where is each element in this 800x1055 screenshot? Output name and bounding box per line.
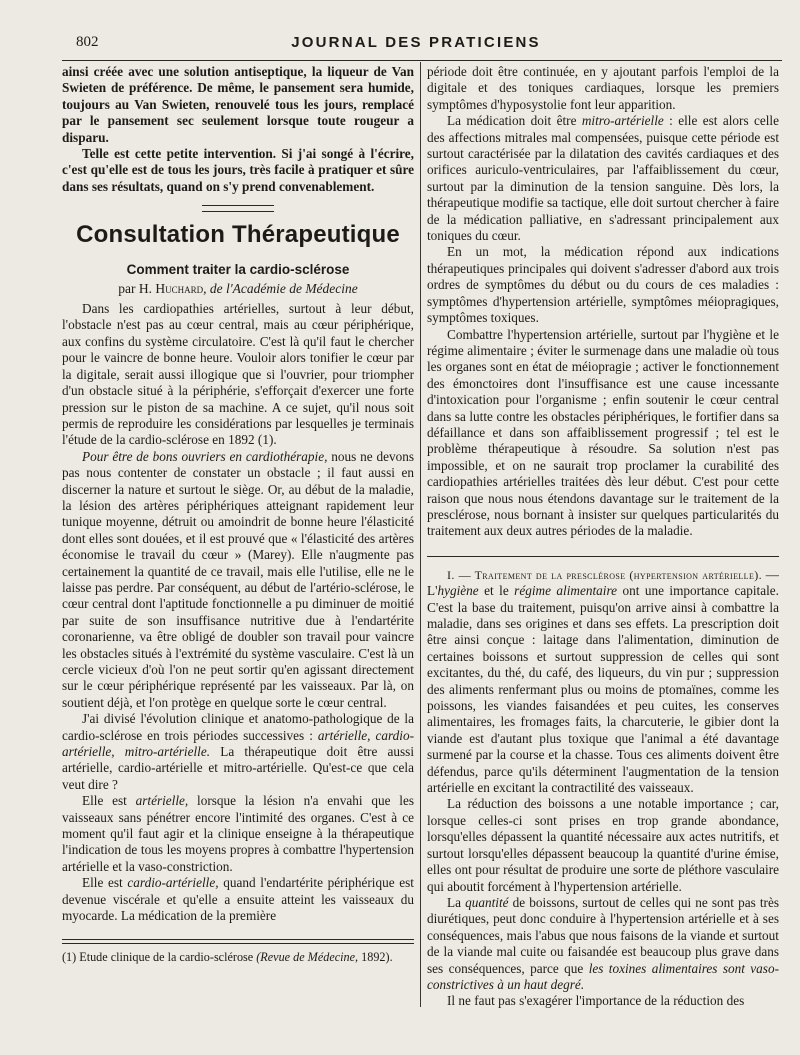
italic-phrase: artérielle, cardio-artérielle, mitro-artérielle. xyxy=(62,727,414,760)
paragraph: Combattre l'hypertension artérielle, surtout par l'hygiène et le régime alimentaire ; éviter le surmenage dans une maladie où tous les organes sont en état de méiopragie ; activer le fonctionnement des émonctoires dont l'insuffisance est une cause incessante d'intoxication pour l'organisme ; enfin soutenir le cœur central dans sa lutte contre les obstacles périphériques, le fortifier dans sa défaillance et dans son affaiblissement progressif ; tel est le problème thérapeutique à résoudre. Sa solution n'est pas impossible, et on ne saurait trop proclamer la curabilité des cardiopathies artérielles traitées dès leur début. C'est pour cette raison que nous nous étendons davantage sur le traitement de la presclérose, nous bornant à insister sur quelques particularités du traitement aux deux autres périodes de la maladie. xyxy=(427,326,779,539)
paragraph-text: Elle est xyxy=(82,793,136,809)
paragraph xyxy=(427,567,779,797)
italic-phrase: artérielle, xyxy=(135,793,189,809)
paragraph: ainsi créée avec une solution antiseptique, la liqueur de Van Swieten de préférence. De même, le pansement sera humide, toujours au Van Swieten, renouvelé tous les jours, remplacé par le pansement sec seulement lorsque toute rougeur a disparu. xyxy=(62,64,414,145)
column-divider xyxy=(420,62,421,1007)
paragraph-text: et le xyxy=(478,583,515,599)
footnote-text: 1892). xyxy=(358,949,393,964)
paragraph-text: de boissons, surtout de celles qui ne sont pas très diurétiques, peut donc conduire à l'hypertension artérielle et à ses conséquences, mais l'abus que nous faisons de la viande et surtout de la viande mal cuite ou faisandée est beaucoup plus grave dans ses conséquences, parce que xyxy=(427,894,779,976)
footnote-text: (1) Etude clinique de la cardio-sclérose xyxy=(62,949,257,964)
paragraph xyxy=(62,875,414,924)
right-column xyxy=(427,64,779,1044)
paragraph-text: quand l'endartérite périphérique est devenue viscérale et qu'elle a ensuite atteint les vaisseaux du myocarde. La médication de la première xyxy=(62,875,414,924)
paragraph-text: La médication doit être xyxy=(447,113,582,129)
paragraph xyxy=(427,895,779,993)
byline-author: Huchard xyxy=(155,280,204,296)
byline-prefix: par H. xyxy=(118,280,152,296)
footnote-italic: (Revue de Médecine, xyxy=(256,949,359,964)
paragraph-text: : elle est alors celle des affections mitrales mal compensées, puisque cette période est surtout caractérisée par la dilatation des cavités cardiaques et des orifices auriculo-ventriculaires, par l'affaiblissement du cœur, surtout par la diminution de la tension sanguine. Dès lors, la thérapeutique modifie sa tactique, elle doit surtout chercher à faire de la médication palliative, en s'adressant principalement aux toniques du cœur. xyxy=(427,113,779,244)
paragraph-text: La xyxy=(447,894,466,910)
header-rule xyxy=(62,60,782,61)
article-title: Comment traiter la cardio-sclérose xyxy=(126,262,350,278)
italic-phrase: régime alimentaire xyxy=(514,583,618,599)
paragraph xyxy=(62,711,414,793)
footnote-rule xyxy=(62,939,414,944)
section-rule xyxy=(427,556,779,557)
paragraph: La réduction des boissons a une notable importance ; car, lorsque celles-ci sont prises en trop grande abondance, lorsqu'elles dépassent la quantité nécessaire aux actes nutritifs, et surtout lorsqu'elles dépassent beaucoup la quantité d'urine émise, elles ont pour résultat de produire une sorte de pléthore vasculaire qui aboutit forcément à l'hypertension artérielle. xyxy=(427,796,779,894)
section-rule xyxy=(202,205,274,212)
paragraph-text: lorsque la lésion n'a envahi que les vaisseaux sans pénétrer encore l'intimité des organes. C'est à ce moment qu'il faut agir et la clinique enseigne à la thérapeutique l'indication de tous les moyens propres à combattre l'hypertension artérielle et la vaso-constriction. xyxy=(62,793,414,874)
italic-phrase: mitro-artérielle xyxy=(581,113,664,129)
italic-phrase: quantité xyxy=(465,894,509,910)
paragraph-text: ont une importance capitale. C'est la base du traitement, puisqu'on arrive ainsi à combattre la maladie, dans ses origines et dans ses effets. La prescription doit être ainsi conçue : laitage dans l'alimentation, diminution de certaines boissons et surtout suppression de celles qui sont excitantes, du thé, du café, des liqueurs, du vin pur ; suppression des aliments renfermant plus ou moins de ptomaïnes, comme les poissons, les viandes faisandées et peu cuites, les conserves alimentaires, les fromages faits, la charcuterie, le gibier dont la viande est d'autant plus toxique que l'animal a été davantage surmené par la course et la chasse. Tous ces aliments doivent être défendus, parce qu'ils déterminent l'augmentation de la tension artérielle en excitant la contractilité des vaisseaux. xyxy=(427,583,779,796)
journal-title: JOURNAL DES PRATICIENS xyxy=(291,34,541,51)
italic-phrase: les toxines alimentaires sont vaso-constrictives à un haut degré. xyxy=(427,960,779,992)
paragraph: Telle est cette petite intervention. Si j'ai songé à l'écrire, c'est qu'elle est de tous les jours, très facile à pratiquer et sûre dans ses résultats, quand on s'y prend convenablement. xyxy=(62,146,414,194)
paragraph xyxy=(62,449,414,712)
left-column xyxy=(62,64,414,1004)
italic-phrase: cardio-artérielle, xyxy=(127,875,219,891)
paragraph xyxy=(427,113,779,244)
paragraph: période doit être continuée, en y ajoutant parfois l'emploi de la digitale et des toniques cardiaques, lorsque les premiers symptômes d'hyposystolie font leur apparition. xyxy=(427,64,779,112)
paragraph xyxy=(62,793,414,875)
paragraph-text: La thérapeutique doit être aussi artérielle, cardio-artérielle et mitro-artérielle. Qu'est-ce que cela veut dire ? xyxy=(62,744,414,792)
paragraph: En un mot, la médication répond aux indications thérapeutiques principales qui doivent s'adresser d'abord aux trois ordres de symptômes du début ou du cours de ces maladies : symptômes d'hypertension artérielle, symptômes méiopragiques, symptômes toxiques. xyxy=(427,244,779,326)
page-number: 802 xyxy=(76,34,99,50)
paragraph-text: Elle est xyxy=(82,875,128,891)
section-heading: I. — Traitement de la presclérose (hypertension artérielle). xyxy=(447,567,763,582)
paragraph: Dans les cardiopathies artérielles, surtout à leur début, l'obstacle n'est pas au cœur central, mais au cœur périphérique, aux confins du système circulatoire. C'est là qu'il faut le chercher pour le vaincre de bonne heure. Vouloir alors tonifier le cœur par la digitale, serait aussi illogique que si l'ouvrier, pour triompher d'un obstacle situé à la périphérie, s'efforçait d'exercer une forte pression sur le piston de sa machine. A ce sujet, qu'il nous soit permis de reproduire les considérations par lesquelles je terminais l'étude de la cardio-sclérose en 1892 (1). xyxy=(62,301,414,448)
paragraph-text: — L' xyxy=(427,566,779,599)
italic-phrase: hygiène xyxy=(437,583,479,599)
section-title: Consultation Thérapeutique xyxy=(76,221,400,249)
byline: par H. Huchard, de l'Académie de Médecine xyxy=(118,280,358,296)
paragraph-text: nous ne devons pas nous contenter de constater un obstacle ; il faut aussi en discerner la nature et surtout le siège. Or, au début de la maladie, la lésion des artères périphériques atteignant rapidement leur tunique moyenne, détruit ou amoindrit de bonne heure l'élasticité dont elles sont douées, et il est prouvé que « l'élasticité des artères économise le travail du cœur » (Marey). Elle n'augmente pas certainement la quantité de ce travail, mais elle l'utilise, elle ne le laisse pas perdre. Par conséquent, au début de l'artério-sclérose, le cœur central dont l'aptitude fonctionnelle a pu diminuer de moitié par suite de son insuffisance nutritive due à l'endartérite coronarienne, va être obligé de doubler son travail pour vaincre les obstacles situés à l'extrémité du système vasculaire. C'est là un cercle vicieux d'où l'on ne peut sortir qu'en agissant directement sur le cœur périphérique représenté par les vaisseaux. Par là, on soutient déjà, et l'on protège en quelque sorte le cœur central. xyxy=(62,448,414,710)
footnote xyxy=(62,950,414,965)
paragraph-text: J'ai divisé l'évolution clinique et anatomo-pathologique de la cardio-sclérose en trois périodes successives : xyxy=(62,711,414,743)
paragraph: Il ne faut pas s'exagérer l'importance de la réduction des xyxy=(447,993,745,1009)
page-header xyxy=(62,32,770,54)
italic-phrase: Pour être de bons ouvriers en cardiothérapie, xyxy=(82,448,328,464)
byline-affiliation: de l'Académie de Médecine xyxy=(209,280,358,296)
